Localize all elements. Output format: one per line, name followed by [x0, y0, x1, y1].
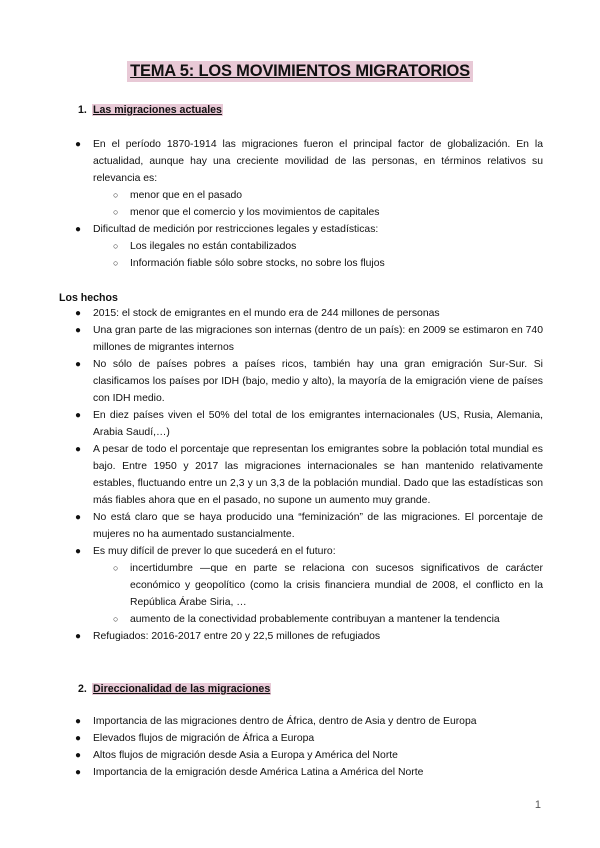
section-1-title: Las migraciones actuales	[93, 104, 222, 116]
sub-list-item	[93, 187, 543, 204]
sub-bullet-icon: ○	[113, 190, 119, 200]
hechos-list	[59, 305, 543, 645]
bullet-icon: ●	[75, 224, 82, 235]
list-item	[59, 628, 543, 645]
list-item-text: Dificultad de medición por restricciones legales y estadísticas:	[93, 224, 379, 235]
bullet-icon: ●	[75, 308, 82, 319]
bullet-icon: ●	[75, 716, 82, 727]
sub-list-item	[93, 560, 543, 611]
list-item	[59, 221, 543, 272]
bullet-icon: ●	[75, 512, 82, 523]
section-2-list	[59, 713, 543, 781]
list-item-text: Es muy difícil de prever lo que sucederá en el futuro:	[93, 546, 336, 557]
list-item	[59, 543, 543, 628]
sub-bullet-icon: ○	[113, 241, 119, 251]
bullet-icon: ●	[75, 325, 82, 336]
bullet-icon: ●	[75, 750, 82, 761]
sub-list-item-text: incertidumbre —que en parte se relaciona con sucesos significativos de carácter económico y geopolítico (como la crisis financiera mundial de 2008, el conflicto en la República Árabe Siria, …	[130, 563, 543, 608]
list-item-text: En diez países viven el 50% del total de los emigrantes internacionales (US, Rusia, Alemania, Arabia Saudí,…)	[93, 410, 543, 438]
section-2-heading	[78, 681, 271, 697]
sub-list-item	[93, 611, 543, 628]
bullet-icon: ●	[75, 546, 82, 557]
sub-bullet-icon: ○	[113, 563, 119, 573]
sub-list-item-text: Los ilegales no están contabilizados	[130, 241, 297, 252]
list-item-text: En el período 1870-1914 las migraciones fueron el principal factor de globalización. En la actualidad, aunque hay una creciente movilidad de las personas, en términos relativos su relevancia es:	[93, 139, 543, 184]
bullet-icon: ●	[75, 733, 82, 744]
sub-list-item	[93, 238, 543, 255]
sub-list-item	[93, 255, 543, 272]
title-wrapper	[0, 61, 600, 82]
sub-list-item-text: menor que el comercio y los movimientos de capitales	[130, 207, 380, 218]
list-item	[59, 136, 543, 221]
list-item	[59, 713, 543, 730]
list-item-text: Elevados flujos de migración de África a Europa	[93, 733, 315, 744]
list-item	[59, 747, 543, 764]
hechos-heading: Los hechos	[59, 292, 118, 304]
list-item-text: Altos flujos de migración desde Asia a Europa y América del Norte	[93, 750, 398, 761]
section-1-heading	[78, 102, 223, 118]
bullet-icon: ●	[75, 410, 82, 421]
page-title: TEMA 5: LOS MOVIMIENTOS MIGRATORIOS	[127, 61, 473, 82]
sub-list-item-text: aumento de la conectividad probablemente contribuyan a mantener la tendencia	[130, 614, 500, 625]
sub-bullet-icon: ○	[113, 207, 119, 217]
bullet-icon: ●	[75, 631, 82, 642]
list-item-text: Importancia de la emigración desde América Latina a América del Norte	[93, 767, 424, 778]
list-item	[59, 407, 543, 441]
sub-list-item-text: menor que en el pasado	[130, 190, 243, 201]
section-2-title: Direccionalidad de las migraciones	[93, 683, 271, 695]
list-item	[59, 441, 543, 509]
bullet-icon: ●	[75, 444, 82, 455]
sub-list-item	[93, 204, 543, 221]
section-1-number: 1.	[78, 104, 87, 116]
list-item-text: Importancia de las migraciones dentro de África, dentro de Asia y dentro de Europa	[93, 716, 477, 727]
list-item-text: No sólo de países pobres a países ricos, también hay una gran emigración Sur-Sur. Si clasificamos los países por IDH (bajo, medio y alto), la mayoría de la emigración viene de países con IDH medio.	[93, 359, 543, 404]
list-item	[59, 305, 543, 322]
list-item-text: 2015: el stock de emigrantes en el mundo era de 244 millones de personas	[93, 308, 440, 319]
list-item-text: Refugiados: 2016-2017 entre 20 y 22,5 millones de refugiados	[93, 631, 381, 642]
sub-bullet-icon: ○	[113, 614, 119, 624]
list-item	[59, 322, 543, 356]
bullet-icon: ●	[75, 359, 82, 370]
sub-bullet-icon: ○	[113, 258, 119, 268]
section-2-number: 2.	[78, 683, 87, 695]
list-item-text: Una gran parte de las migraciones son internas (dentro de un país): en 2009 se estimaron en 740 millones de migrantes internos	[93, 325, 543, 353]
list-item-text: A pesar de todo el porcentaje que representan los emigrantes sobre la población total mundial es bajo. Entre 1950 y 2017 las migraciones internacionales se han mantenido relativamente estables, fluctuando entre un 2,3 y un 3,3 de la población mundial. Dado que las estadísticas son más fiables ahora que en el pasado, no supone un aumento muy grande.	[93, 444, 543, 506]
list-item-text: No está claro que se haya producido una “feminización” de las migraciones. El porcentaje de mujeres no ha aumentado sustancialmente.	[93, 512, 543, 540]
sub-list-item-text: Información fiable sólo sobre stocks, no sobre los flujos	[130, 258, 385, 269]
bullet-icon: ●	[75, 139, 82, 150]
list-item	[59, 730, 543, 747]
list-item	[59, 764, 543, 781]
bullet-icon: ●	[75, 767, 82, 778]
list-item	[59, 509, 543, 543]
list-item	[59, 356, 543, 407]
page-number: 1	[534, 799, 541, 811]
section-1-list	[59, 136, 543, 272]
